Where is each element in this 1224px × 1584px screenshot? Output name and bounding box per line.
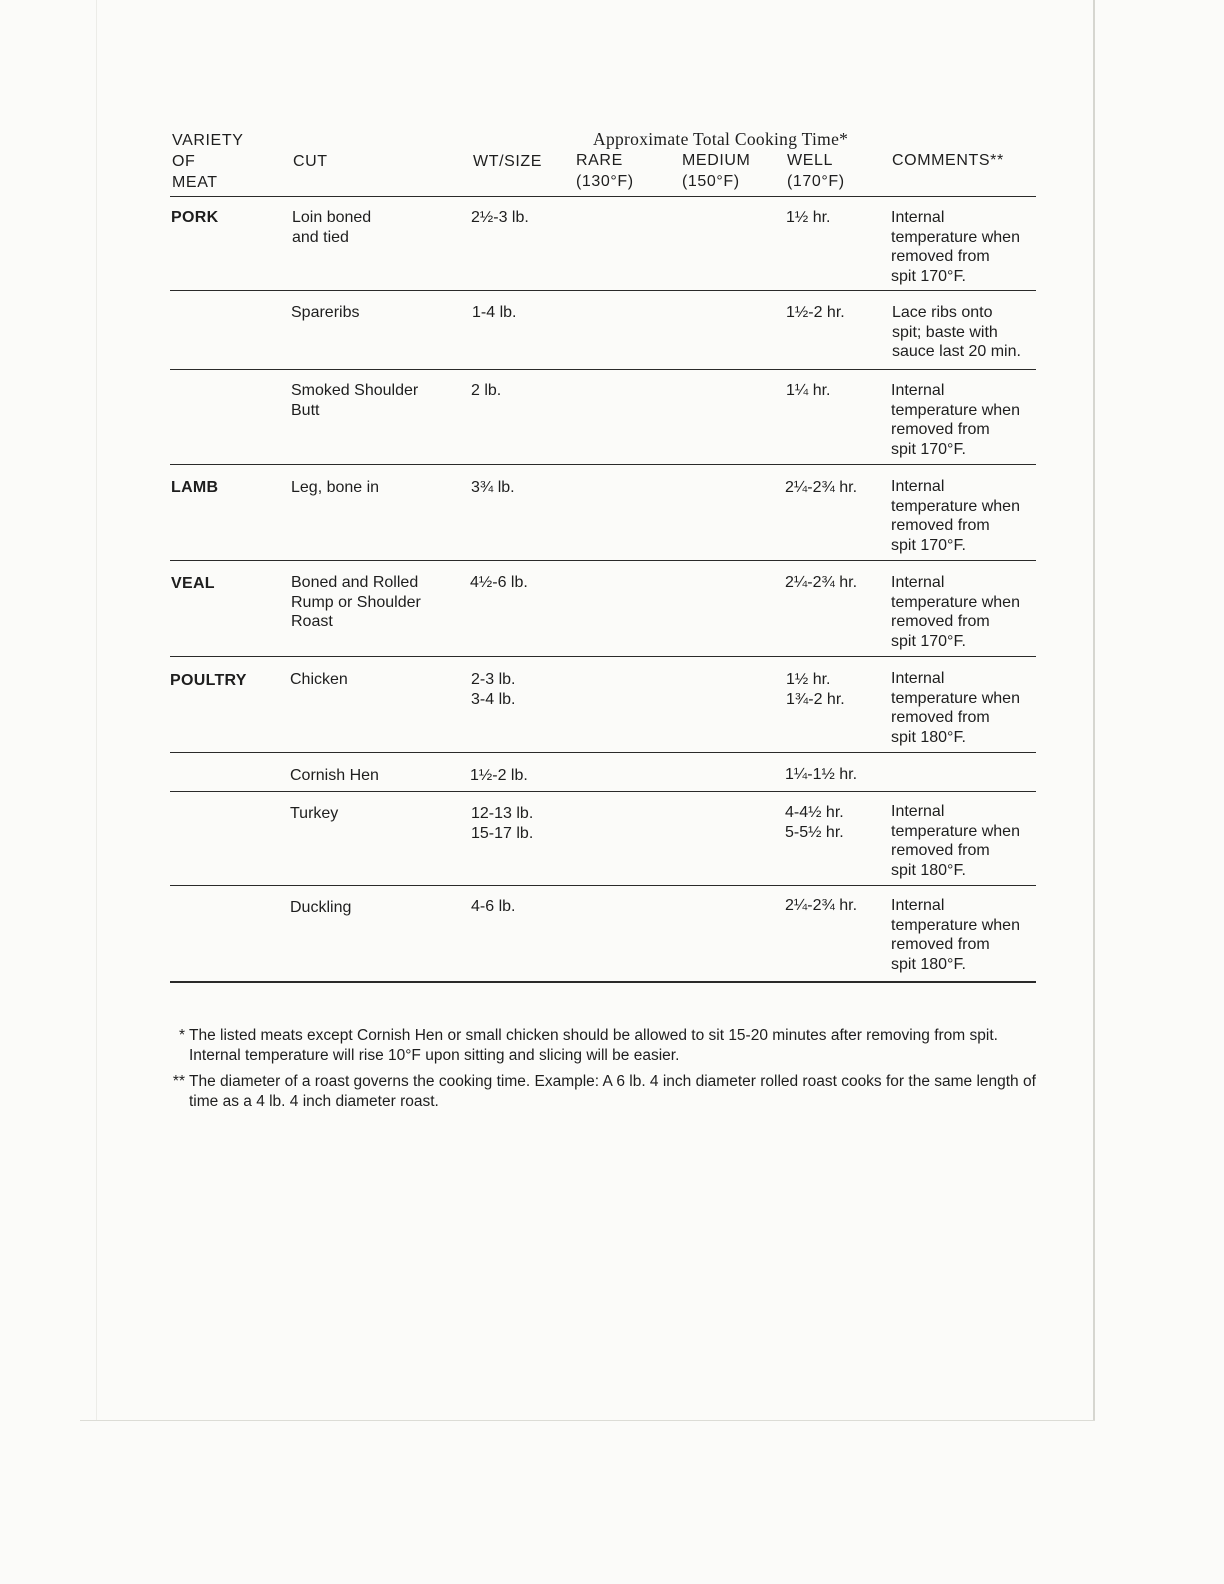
variety-cell: PORK xyxy=(171,209,219,226)
cut-line: Loin boned xyxy=(292,209,372,226)
footnote-mark: ** xyxy=(172,1073,185,1090)
table-bottom-rule xyxy=(170,981,1036,983)
wt-line: 2-3 lb. xyxy=(471,671,516,688)
comment-cell xyxy=(891,802,1041,880)
cut-line: Chicken xyxy=(290,671,348,688)
well-cell: 1¼ hr. xyxy=(786,382,831,399)
well-line: 4-4½ hr. xyxy=(785,804,844,821)
well-cell: 2¼-2¾ hr. xyxy=(785,574,858,591)
well-cell: 2¼-2¾ hr. xyxy=(785,897,858,914)
comment-line: spit 170°F. xyxy=(891,440,966,458)
comment-line: Internal xyxy=(891,574,945,591)
comment-line: spit 180°F. xyxy=(891,861,966,879)
comment-cell xyxy=(891,208,1041,286)
cut-cell xyxy=(292,208,462,247)
comment-line: removed from xyxy=(891,248,990,265)
comment-cell xyxy=(891,573,1041,651)
wt-cell xyxy=(471,670,515,709)
cut-line: Smoked Shoulder xyxy=(291,382,419,399)
cut-line: Roast xyxy=(291,613,333,630)
footnote xyxy=(168,1026,1038,1066)
table-header xyxy=(0,0,1224,200)
cut-cell xyxy=(290,804,460,824)
comment-line: removed from xyxy=(891,613,990,630)
comment-line: spit 180°F. xyxy=(891,955,966,973)
header-variety xyxy=(172,130,243,193)
well-cell: 1¼-1½ hr. xyxy=(785,766,858,783)
wt-cell: 1-4 lb. xyxy=(472,304,517,321)
wt-cell xyxy=(471,804,533,843)
wt-cell: 1½-2 lb. xyxy=(470,767,528,784)
cut-line: Leg, bone in xyxy=(291,479,380,496)
row-divider xyxy=(170,369,1036,370)
cut-cell xyxy=(291,303,461,323)
cut-line: Duckling xyxy=(290,899,352,916)
cut-line: and tied xyxy=(292,228,349,246)
footnotes xyxy=(168,1026,1038,1118)
comment-cell xyxy=(891,669,1041,747)
comment-line: temperature when xyxy=(891,593,1020,611)
cut-cell xyxy=(290,766,460,786)
well-cell xyxy=(785,803,844,842)
cut-line: Boned and Rolled xyxy=(291,574,419,591)
header-medium: MEDIUM xyxy=(682,152,751,169)
well-cell: 1½-2 hr. xyxy=(786,304,845,321)
wt-line: 12-13 lb. xyxy=(471,805,534,822)
cut-line: Rump or Shoulder xyxy=(291,593,421,611)
comment-line: removed from xyxy=(891,421,990,438)
page-edge-right xyxy=(1093,0,1095,1420)
header-well: WELL xyxy=(787,152,833,169)
comment-line: spit 170°F. xyxy=(891,267,966,285)
row-divider xyxy=(170,656,1036,657)
header-variety-line: OF xyxy=(172,153,196,170)
comment-line: Internal xyxy=(891,209,945,226)
row-divider xyxy=(170,791,1036,792)
comment-line: Lace ribs onto xyxy=(892,304,993,321)
page-edge-left xyxy=(96,0,97,1420)
footnote-text: The listed meats except Cornish Hen or small chicken should be allowed to sit 15-20 minutes after removing from spit. Internal temperature will rise 10°F upon sitting and slicing will be easier. xyxy=(189,1027,998,1064)
variety-cell: VEAL xyxy=(171,575,215,592)
comment-line: temperature when xyxy=(891,401,1020,419)
well-cell xyxy=(786,670,845,709)
comment-line: removed from xyxy=(891,842,990,859)
header-rare: RARE xyxy=(576,152,623,169)
comment-line: Internal xyxy=(891,670,945,687)
comment-line: removed from xyxy=(891,936,990,953)
header-variety-line: MEAT xyxy=(172,174,218,191)
row-divider xyxy=(170,752,1036,753)
wt-cell: 2 lb. xyxy=(471,382,502,399)
page-edge-bottom xyxy=(80,1420,1095,1421)
wt-line: 3-4 lb. xyxy=(471,690,516,708)
header-rule xyxy=(170,196,1036,197)
wt-cell: 4½-6 lb. xyxy=(470,574,528,591)
header-rare-temp: (130°F) xyxy=(576,173,634,190)
well-line: 5-5½ hr. xyxy=(785,823,844,841)
cut-line: Turkey xyxy=(290,805,339,822)
comment-cell xyxy=(891,477,1041,555)
header-variety-line: VARIETY xyxy=(172,132,244,149)
well-line: 1¾-2 hr. xyxy=(786,690,845,708)
header-wt-size: WT/SIZE xyxy=(473,153,543,170)
cut-cell xyxy=(291,478,461,498)
well-cell: 1½ hr. xyxy=(786,209,831,226)
row-divider xyxy=(170,560,1036,561)
comment-line: Internal xyxy=(891,478,945,495)
footnote xyxy=(168,1072,1038,1112)
row-divider xyxy=(170,464,1036,465)
comment-line: temperature when xyxy=(891,822,1020,840)
comment-line: removed from xyxy=(891,709,990,726)
comment-cell xyxy=(892,303,1042,362)
header-cooking-time-title: Approximate Total Cooking Time* xyxy=(593,129,849,149)
cut-cell xyxy=(291,573,461,632)
well-line: 1½ hr. xyxy=(786,671,831,688)
comment-line: temperature when xyxy=(891,228,1020,246)
wt-cell: 3¾ lb. xyxy=(471,479,515,496)
cut-cell xyxy=(291,381,461,420)
row-divider xyxy=(170,290,1036,291)
comment-line: temperature when xyxy=(891,689,1020,707)
comment-line: sauce last 20 min. xyxy=(892,343,1021,360)
comment-line: spit; baste with xyxy=(892,323,998,341)
wt-line: 15-17 lb. xyxy=(471,824,534,842)
comment-line: Internal xyxy=(891,897,945,914)
comment-line: temperature when xyxy=(891,497,1020,515)
cut-cell xyxy=(290,670,460,690)
variety-cell: POULTRY xyxy=(170,672,247,689)
wt-cell: 2½-3 lb. xyxy=(471,209,529,226)
footnote-text: The diameter of a roast governs the cooking time. Example: A 6 lb. 4 inch diameter rolled roast cooks for the same length of time as a 4 lb. 4 inch diameter roast. xyxy=(189,1073,1036,1110)
comment-line: Internal xyxy=(891,803,945,820)
well-cell: 2¼-2¾ hr. xyxy=(785,479,858,496)
comment-cell xyxy=(891,381,1041,459)
row-divider xyxy=(170,885,1036,886)
comment-line: temperature when xyxy=(891,916,1020,934)
comment-line: spit 170°F. xyxy=(891,536,966,554)
cut-cell xyxy=(290,898,460,918)
comment-line: spit 170°F. xyxy=(891,632,966,650)
cut-line: Butt xyxy=(291,401,320,419)
header-medium-temp: (150°F) xyxy=(682,173,740,190)
cut-line: Cornish Hen xyxy=(290,767,379,784)
variety-cell: LAMB xyxy=(171,479,219,496)
comment-line: Internal xyxy=(891,382,945,399)
comment-line: spit 180°F. xyxy=(891,728,966,746)
header-well-temp: (170°F) xyxy=(787,173,845,190)
header-comments: COMMENTS** xyxy=(892,152,1004,169)
wt-cell: 4-6 lb. xyxy=(471,898,516,915)
comment-cell xyxy=(891,896,1041,974)
cut-line: Spareribs xyxy=(291,304,360,321)
comment-line: removed from xyxy=(891,517,990,534)
header-cut: CUT xyxy=(293,153,328,170)
footnote-mark: * xyxy=(178,1027,185,1044)
